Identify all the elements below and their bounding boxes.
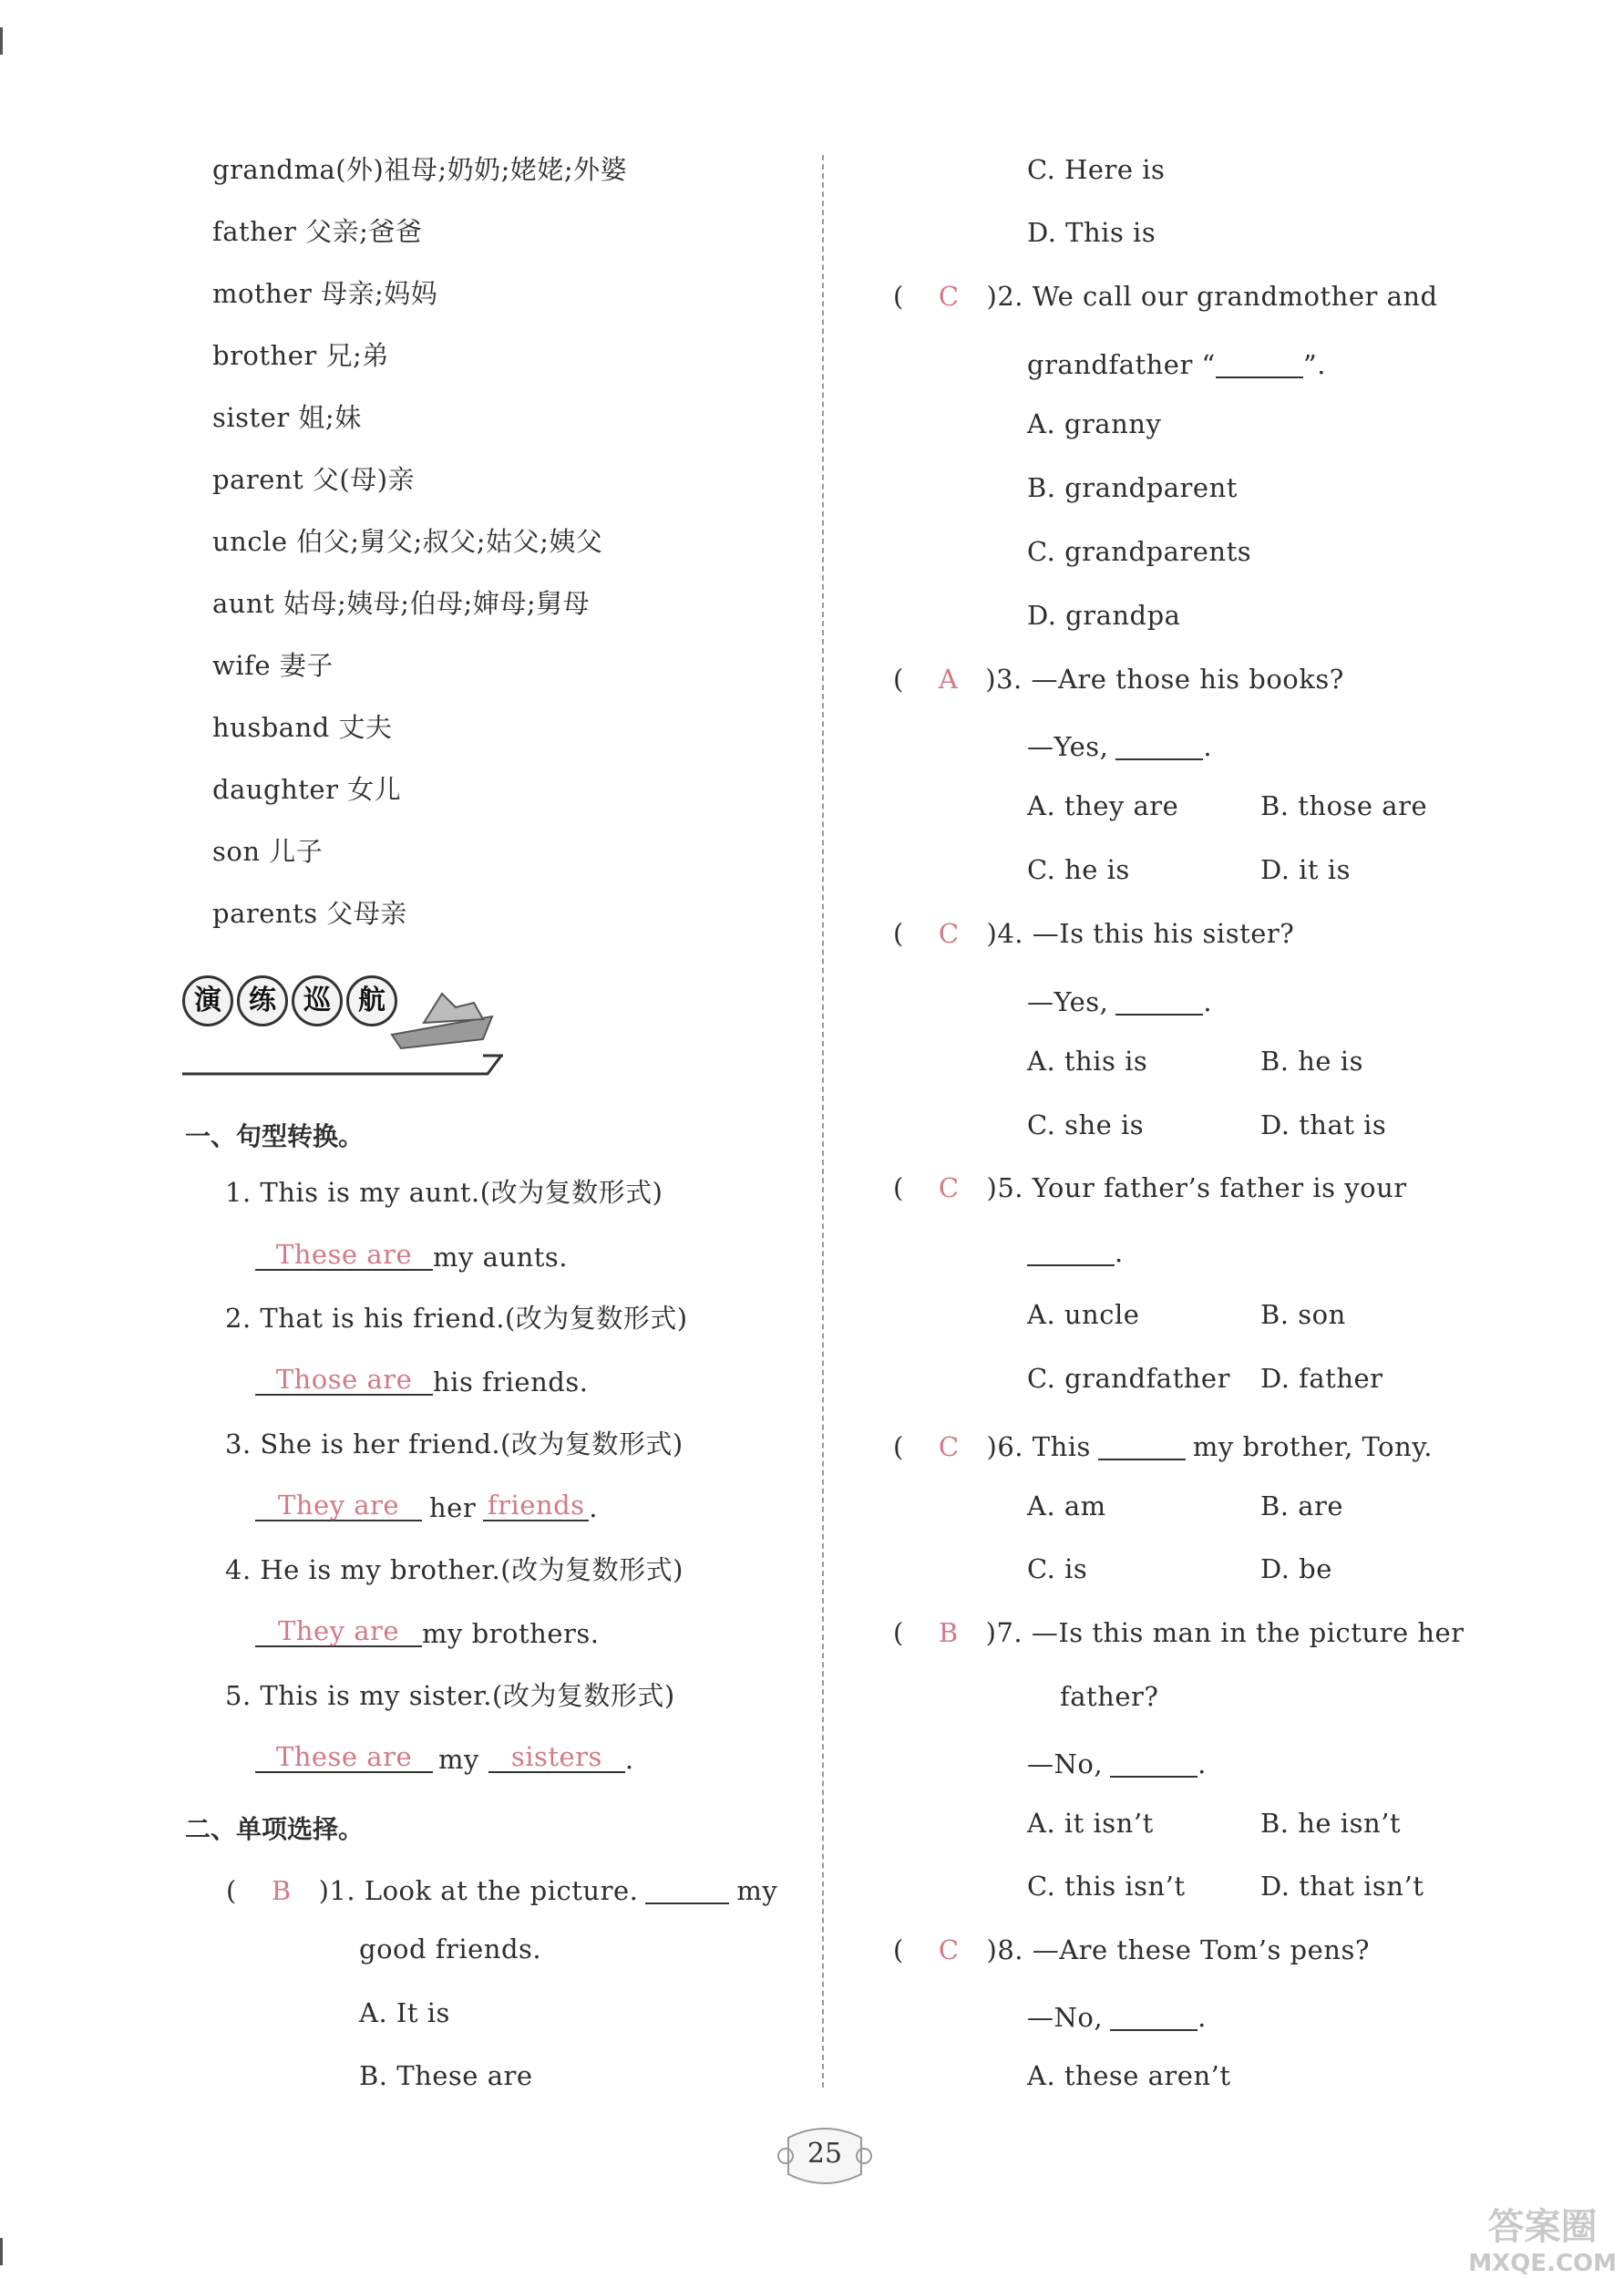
banner-char: 演 [182,975,233,1026]
option: A. granny [1027,408,1162,439]
question-line [893,281,1438,312]
answer-line [255,1616,599,1647]
option: B. are [1260,1490,1344,1521]
answer-line [255,1240,568,1271]
question-text: my [736,1875,778,1906]
answer-blank [1115,985,1203,1016]
question-text: ”. [1302,349,1326,380]
question-text: my brother, Tony. [1192,1431,1433,1462]
banner-char: 航 [346,975,397,1026]
page-number: 25 [807,2138,843,2170]
option: D. father [1260,1363,1383,1394]
question-line [1027,729,1212,760]
banner-char: 练 [237,975,288,1026]
option: D. that isn’t [1260,1871,1424,1902]
question-line [1027,985,1212,1016]
question-line [893,1617,1465,1648]
question-text: )6. This [986,1431,1091,1462]
answer-blank [1216,347,1303,378]
paren-open: ( [893,918,904,949]
option: A. this is [1027,1046,1148,1077]
option: C. she is [1027,1109,1145,1140]
answer-blank: They are [255,1490,422,1521]
watermark-logo [1468,2198,1617,2277]
option: B. he is [1260,1046,1363,1077]
answer-letter: C [938,1934,960,1965]
option: C. grandparents [1027,536,1252,567]
question-line [1027,1235,1124,1266]
vocab-item: parent 父(母)亲 [212,464,416,495]
option: B. he isn’t [1260,1808,1402,1839]
question-line [893,666,1344,693]
question-text: —Yes, [1027,986,1109,1017]
answer-letter: C [938,918,960,949]
option: C. this isn’t [1027,1871,1186,1902]
sentence-mid: my [438,1744,479,1775]
option: B. grandparent [1027,472,1238,503]
answer-blank [1115,729,1203,760]
question-text: )5. Your father’s father is your [986,1172,1407,1203]
vocab-item: mother 母亲;妈妈 [212,278,438,309]
answer-blank [1098,1429,1186,1460]
option: A. am [1027,1490,1106,1521]
answer-blank: Those are [255,1365,433,1396]
sentence-end: . [624,1744,634,1775]
vocab-item: grandma(外)祖母;奶奶;姥姥;外婆 [212,154,628,185]
option: D. be [1260,1553,1332,1584]
banner-char: 巡 [292,975,343,1026]
question-text: . [1197,2002,1207,2033]
answer-blank [1110,2000,1197,2031]
option: D. it is [1260,854,1351,885]
page-number-badge [775,2119,875,2192]
crop-mark-left [0,27,3,55]
answer-blank [1110,1747,1197,1778]
option: A. It is [359,1997,450,2028]
option: C. is [1027,1553,1088,1584]
vocab-item: daughter 女儿 [212,774,402,805]
option: C. Here is [1027,154,1166,185]
answer-blank [645,1873,729,1904]
question-line [893,1172,1407,1203]
question-text: 2. That is his friend.(改为复数形式) [225,1303,688,1334]
question-text: . [1115,1237,1124,1268]
question-text: . [1203,986,1213,1017]
vocab-item: uncle 伯父;舅父;叔父;姑父;姨父 [212,526,603,557]
question-text: 4. He is my brother.(改为复数形式) [225,1554,684,1585]
answer-letter: B [938,1617,959,1648]
option: D. that is [1260,1109,1387,1140]
answer-blank: friends [483,1490,589,1521]
answer-letter: C [938,281,960,312]
option: B. those are [1260,790,1428,821]
option: B. These are [359,2060,533,2091]
section-heading: 一、句型转换。 [185,1121,365,1151]
option: D. This is [1027,217,1156,248]
question-text: 1. This is my aunt.(改为复数形式) [225,1177,663,1208]
answer-line [255,1365,588,1396]
answer-blank: They are [255,1616,422,1647]
answer-letter: C [938,1431,960,1462]
answer-line [255,1490,598,1521]
question-text: )1. Look at the picture. [318,1875,639,1906]
paren-open: ( [893,1934,904,1965]
question-line [893,1429,1433,1460]
question-line [1027,347,1326,378]
question-text: —Yes, [1027,731,1109,762]
question-text: . [1203,731,1213,762]
question-text: 5. This is my sister.(改为复数形式) [225,1680,675,1711]
vocab-item: son 儿子 [212,836,324,867]
answer-blank: These are [255,1742,433,1773]
vocab-item: father 父亲;爸爸 [212,216,423,247]
paren-open: ( [893,1617,904,1648]
section-heading: 二、单项选择。 [185,1814,365,1844]
paren-open: ( [893,281,904,312]
question-text: )4. —Is this his sister? [986,918,1295,949]
vocab-item: sister 姐;妹 [212,402,362,433]
option: A. uncle [1027,1299,1140,1330]
watermark-top: 答案圈 [1487,2206,1598,2248]
paren-open: ( [893,1431,904,1462]
question-line [893,1934,1370,1965]
question-line [226,1873,777,1904]
column-divider [822,155,824,2088]
vocab-item: parents 父母亲 [212,898,407,929]
question-text: grandfather “ [1027,349,1216,380]
sentence-tail: my aunts. [433,1242,568,1273]
option: D. grandpa [1027,600,1181,631]
option: A. these aren’t [1027,2060,1231,2091]
question-line [1027,1747,1207,1778]
vocab-item: husband 丈夫 [212,712,393,743]
question-text: )7. —Is this man in the picture her [985,1617,1465,1648]
option: C. grandfather [1027,1363,1230,1394]
answer-letter: B [271,1875,292,1906]
sentence-mid: her [429,1492,477,1523]
ship-icon [182,966,510,1085]
answer-blank: sisters [488,1742,625,1773]
answer-letter: A [938,664,959,695]
answer-blank [1027,1235,1115,1266]
question-text: )3. —Are those his books? [985,664,1344,695]
answer-letter: C [938,1172,960,1203]
sentence-end: . [589,1492,598,1523]
question-text: )8. —Are these Tom’s pens? [986,1934,1370,1965]
question-text: 3. She is her friend.(改为复数形式) [225,1428,684,1459]
option: A. it isn’t [1027,1808,1154,1839]
vocab-item: wife 妻子 [212,650,334,681]
option: C. he is [1027,854,1130,885]
question-text: —No, [1027,1748,1104,1779]
question-text: . [1197,1748,1207,1779]
watermark-bottom: MXQE.COM [1468,2250,1617,2277]
question-line [1027,2000,1207,2031]
paren-open: ( [226,1875,237,1906]
question-text: father? [1060,1681,1159,1712]
paren-open: ( [893,1172,904,1203]
question-text: good friends. [359,1934,542,1964]
question-line [893,918,1295,949]
sentence-tail: my brothers. [422,1618,600,1649]
question-text: —No, [1027,2002,1104,2033]
option: B. son [1260,1299,1346,1330]
answer-line [255,1742,634,1773]
crop-mark-left-bottom [0,2238,3,2265]
answer-blank: These are [255,1240,433,1271]
sentence-tail: his friends. [433,1366,589,1397]
vocab-item: brother 兄;弟 [212,340,389,371]
question-text: )2. We call our grandmother and [986,281,1438,312]
option: A. they are [1027,790,1179,821]
vocab-item: aunt 姑母;姨母;伯母;婶母;舅母 [212,588,591,619]
paren-open: ( [893,664,904,695]
